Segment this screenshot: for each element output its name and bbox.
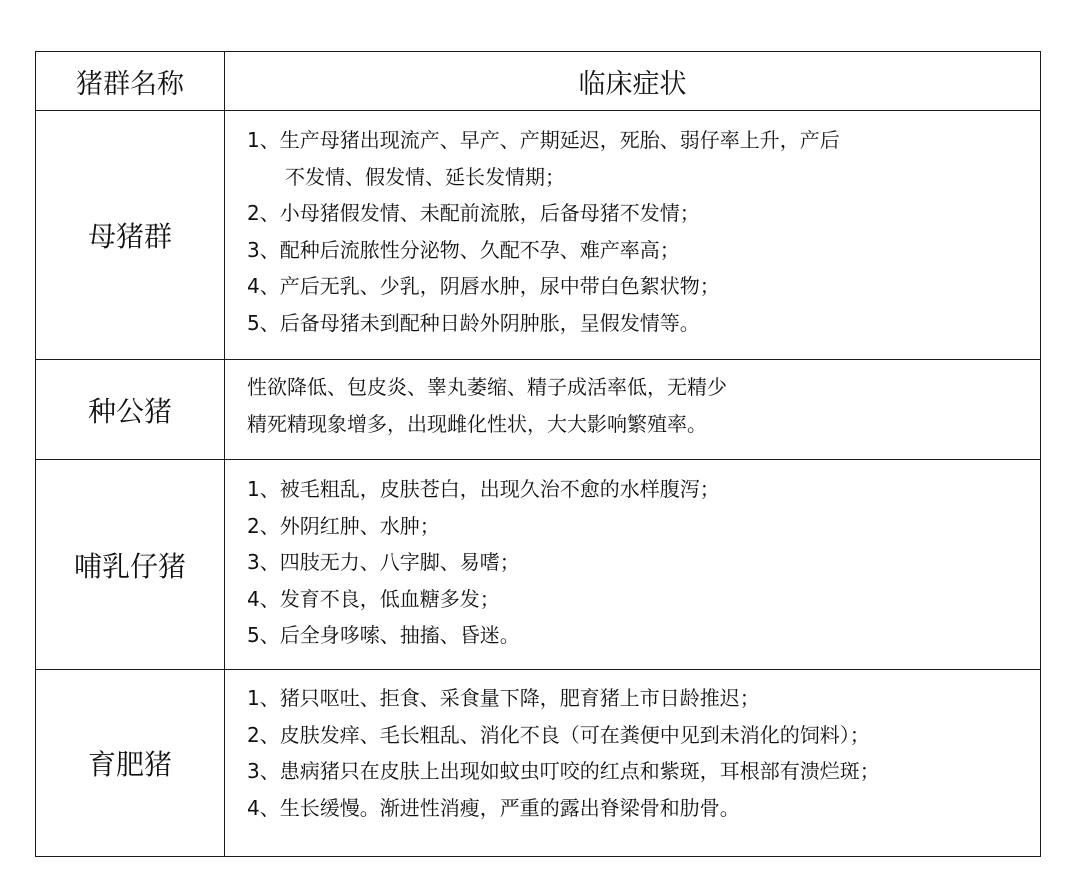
- group-name-cell: 哺乳仔猪: [36, 460, 225, 670]
- symptom-line: 2、小母猪假发情、未配前流脓，后备母猪不发情；: [247, 201, 700, 226]
- symptom-line: 3、四肢无力、八字脚、易嗜；: [247, 550, 520, 575]
- symptoms-cell: [225, 111, 1041, 360]
- symptom-line: 3、配种后流脓性分泌物、久配不孕、难产率高；: [247, 237, 680, 262]
- table-row-sow-group: [36, 111, 1041, 360]
- symptom-line: 2、皮肤发痒、毛长粗乱、消化不良（可在粪便中见到未消化的饲料）；: [247, 722, 870, 747]
- symptoms-cell: [225, 460, 1041, 670]
- symptom-line: 4、生长缓慢。渐进性消瘦，严重的露出脊梁骨和肋骨。: [247, 795, 740, 820]
- symptom-line: 4、产后无乳、少乳，阴唇水肿，尿中带白色絮状物；: [247, 274, 720, 299]
- symptom-table: [35, 51, 1041, 857]
- symptom-line: 3、患病猪只在皮肤上出现如蚊虫叮咬的红点和紫斑，耳根部有溃烂斑；: [247, 759, 880, 784]
- symptom-line: 1、猪只呕吐、拒食、采食量下降，肥育猪上市日龄推迟；: [247, 686, 760, 710]
- group-name-cell: 育肥猪: [36, 670, 225, 857]
- table-row-boar: [36, 360, 1041, 460]
- symptom-line: 精死精现象增多，出现雌化性状，大大影响繁殖率。: [247, 411, 707, 436]
- symptom-line: 5、后备母猪未到配种日龄外阴肿胀，呈假发情等。: [247, 310, 700, 335]
- header-row: [36, 52, 1041, 111]
- symptom-line: 5、后全身哆嗦、抽搐、昏迷。: [247, 623, 520, 648]
- symptom-line: 4、发育不良，低血糖多发；: [247, 586, 500, 611]
- symptom-line: 2、外阴红肿、水肿；: [247, 513, 440, 538]
- group-name-cell: 母猪群: [36, 111, 225, 360]
- symptom-line: 1、被毛粗乱，皮肤苍白，出现久治不愈的水样腹泻；: [247, 477, 720, 501]
- symptoms-cell: [225, 360, 1041, 460]
- table-row-suckling-piglet: [36, 460, 1041, 670]
- header-clinical-symptoms: 临床症状: [225, 52, 1041, 111]
- header-group-name: 猪群名称: [36, 52, 225, 111]
- symptom-line: 性欲降低、包皮炎、睾丸萎缩、精子成活率低，无精少: [247, 375, 727, 399]
- table-row-finishing-pig: [36, 670, 1041, 857]
- symptom-line: 1、生产母猪出现流产、早产、产期延迟，死胎、弱仔率上升，产后: [247, 128, 840, 152]
- group-name-cell: 种公猪: [36, 360, 225, 460]
- symptoms-cell: [225, 670, 1041, 857]
- symptom-line: 不发情、假发情、延长发情期；: [285, 164, 565, 189]
